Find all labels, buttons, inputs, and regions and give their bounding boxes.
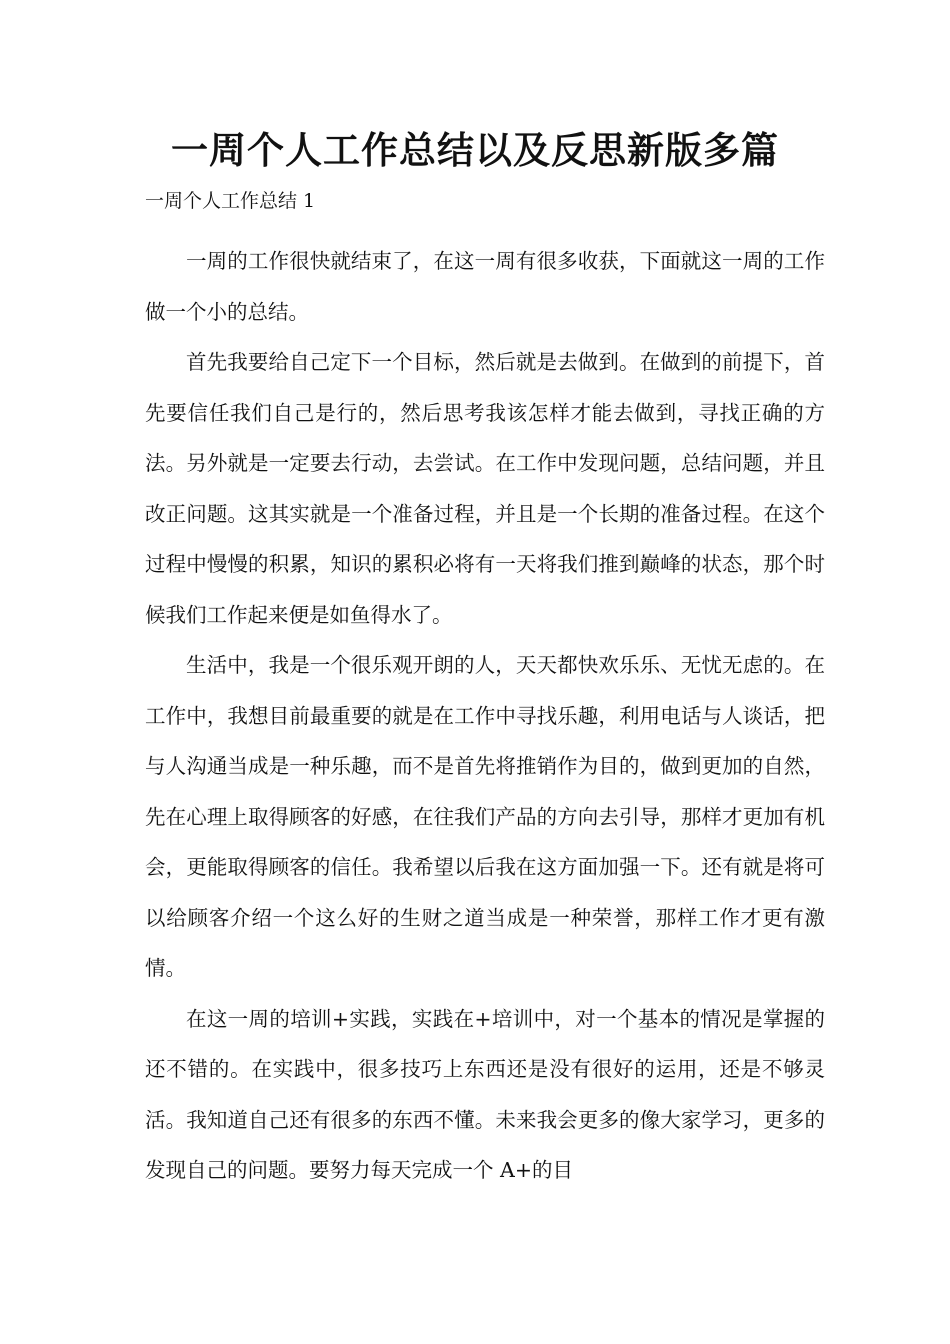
document-body (145, 236, 825, 1196)
section-heading: 一周个人工作总结 1 (145, 190, 316, 212)
paragraph: 生活中，我是一个很乐观开朗的人，天天都快欢乐乐、无忧无虑的。在工作中，我想目前最重要的就是在工作中寻找乐趣，利用电话与人谈话，把与人沟通当成是一种乐趣，而不是首先将推销作为目的，做到更加的自然，先在心理上取得顾客的好感，在往我们产品的方向去引导，那样才更加有机会，更能取得顾客的信任。我希望以后我在这方面加强一下。还有就是将可以给顾客介绍一个这么好的生财之道当成是一种荣誉，那样工作才更有激情。 (145, 653, 825, 980)
paragraph: 在这一周的培训+实践，实践在+培训中，对一个基本的情况是掌握的还不错的。在实践中，很多技巧上东西还是没有很好的运用，还是不够灵活。我知道自己还有很多的东西不懂。未来我会更多的像大家学习，更多的发现自己的问题。要努力每天完成一个 A+的目 (145, 1006, 825, 1182)
paragraph: 首先我要给自己定下一个目标，然后就是去做到。在做到的前提下，首先要信任我们自己是行的，然后思考我该怎样才能去做到，寻找正确的方法。另外就是一定要去行动，去尝试。在工作中发现问题，总结问题，并且改正问题。这其实就是一个准备过程，并且是一个长期的准备过程。在这个过程中慢慢的积累，知识的累积必将有一天将我们推到巅峰的状态，那个时候我们工作起来便是如鱼得水了。 (145, 350, 825, 627)
paragraph: 一周的工作很快就结束了，在这一周有很多收获，下面就这一周的工作做一个小的总结。 (145, 249, 825, 324)
document-title: 一周个人工作总结以及反思新版多篇 (171, 129, 779, 172)
